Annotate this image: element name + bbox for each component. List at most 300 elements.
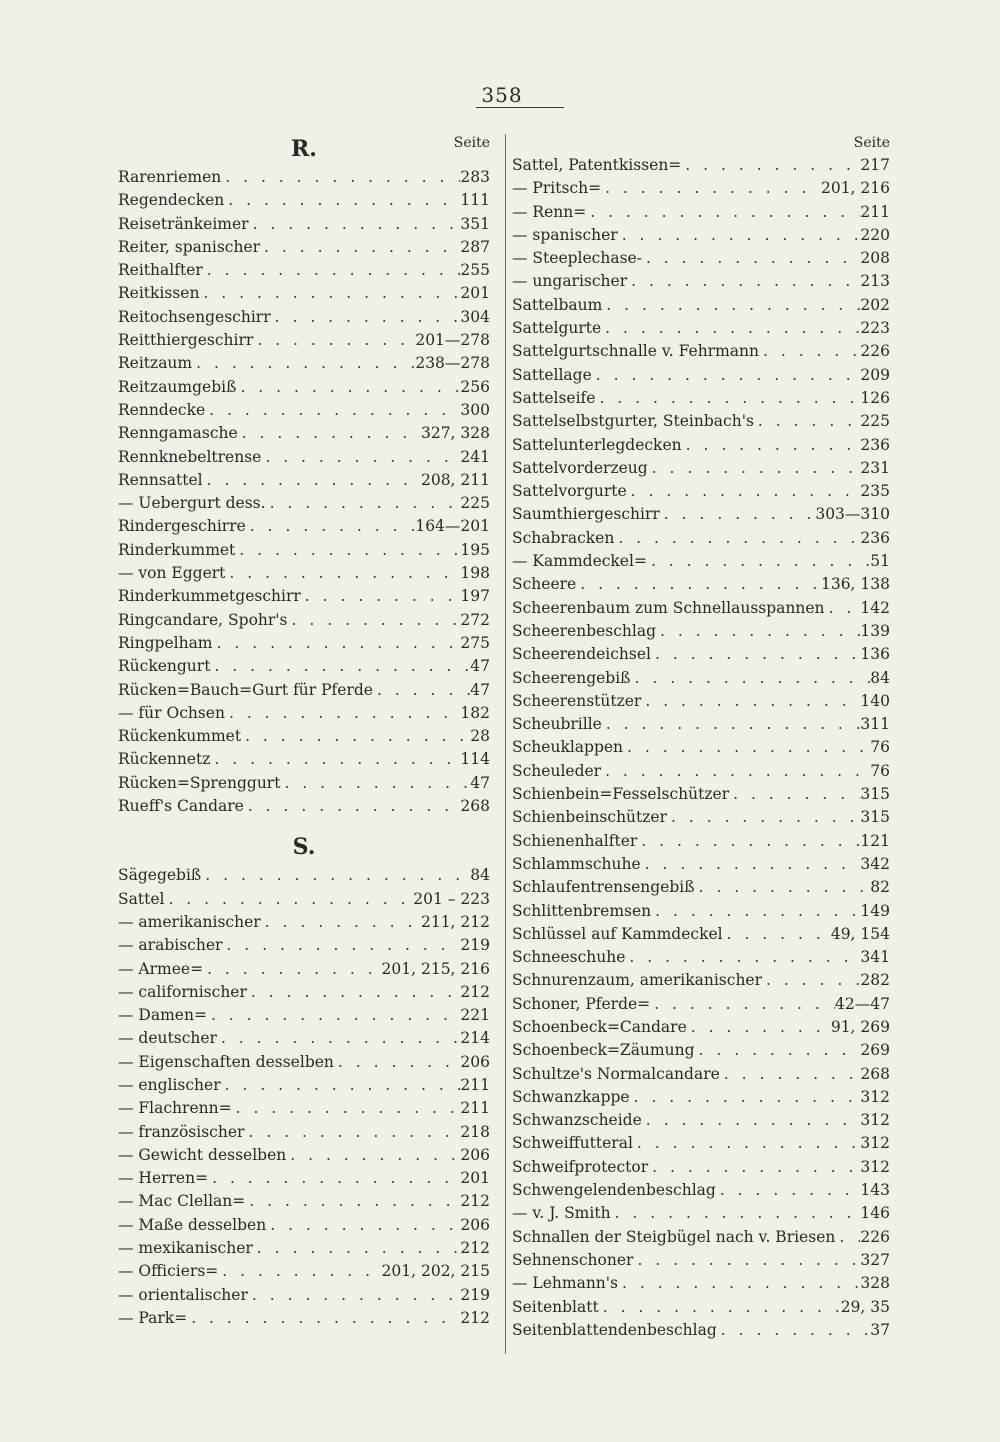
entry-term: — Maße desselben — [118, 1215, 267, 1234]
index-entry — [512, 1226, 890, 1249]
entry-term: Ringcandare, Spohr's — [118, 610, 288, 629]
entry-pages: 214 — [460, 1029, 490, 1048]
entry-term: Rennknebeltrense — [118, 447, 262, 466]
index-entry — [118, 1144, 490, 1167]
seite-label-right: Seite — [853, 135, 890, 151]
entry-pages: 300 — [460, 400, 490, 419]
index-entry — [512, 224, 890, 247]
entry-pages: 226 — [860, 1227, 890, 1246]
dot-leader — [205, 399, 460, 422]
index-entry — [118, 399, 490, 422]
entry-term: Sattelunterlegdecken — [512, 435, 682, 454]
dot-leader — [201, 864, 470, 887]
entry-pages: 139 — [860, 621, 890, 640]
index-entry — [512, 573, 890, 596]
index-entry — [512, 503, 890, 526]
dot-leader — [164, 888, 413, 911]
index-entry — [512, 317, 890, 340]
entry-pages: 211 — [460, 1075, 490, 1094]
index-entry — [118, 585, 490, 608]
entry-pages: 241 — [460, 447, 490, 466]
dot-leader — [660, 503, 816, 526]
dot-leader — [642, 247, 860, 270]
index-entry — [512, 597, 890, 620]
page-number: 358 — [481, 83, 523, 107]
entry-term: Rückenkummet — [118, 727, 242, 746]
entry-pages: 328 — [860, 1274, 890, 1293]
section-heading-r: R. — [291, 136, 317, 162]
dot-leader — [210, 655, 470, 678]
entry-term: Sattel — [118, 889, 165, 908]
entry-term: — Armee= — [118, 959, 204, 978]
dot-leader — [245, 1190, 460, 1213]
dot-leader — [611, 1202, 861, 1225]
entry-pages: 231 — [860, 458, 890, 477]
dot-leader — [716, 1179, 861, 1202]
dot-leader — [247, 981, 461, 1004]
index-entry — [512, 1202, 890, 1225]
dot-leader — [641, 853, 861, 876]
entry-term: Rueff's Candare — [118, 797, 244, 816]
index-entry — [512, 1063, 890, 1086]
dot-leader — [221, 166, 460, 189]
entry-pages: 220 — [860, 225, 890, 244]
index-entry — [512, 667, 890, 690]
entry-term: Rücken=Sprenggurt — [118, 773, 281, 792]
entry-term: Sattelgurte — [512, 319, 602, 338]
dot-leader — [261, 446, 460, 469]
entry-pages: 219 — [460, 1285, 490, 1304]
entry-term: Rückennetz — [118, 750, 211, 769]
dot-leader — [695, 1039, 861, 1062]
entry-term: Saumthiergeschirr — [512, 505, 660, 524]
entry-term: Reitzaumgebiß — [118, 377, 237, 396]
dot-leader — [723, 923, 831, 946]
left-column — [118, 132, 490, 1330]
entry-term: — deutscher — [118, 1029, 217, 1048]
dot-leader — [602, 713, 861, 736]
dot-leader — [271, 306, 461, 329]
index-entry — [512, 1179, 890, 1202]
dot-leader — [222, 934, 460, 957]
entry-pages: 29, 35 — [840, 1297, 890, 1316]
index-entry — [512, 527, 890, 550]
dot-leader — [266, 492, 461, 515]
dot-leader — [207, 1004, 460, 1027]
entry-pages: 126 — [860, 388, 890, 407]
entry-pages: 315 — [860, 785, 890, 804]
entry-pages: 212 — [460, 1308, 490, 1327]
index-entry — [118, 422, 490, 445]
index-entry — [118, 1307, 490, 1330]
dot-leader — [203, 958, 381, 981]
index-entry — [118, 166, 490, 189]
entry-pages: 111 — [460, 191, 490, 210]
index-entry — [512, 900, 890, 923]
entry-term: Schlüssel auf Kammdeckel — [512, 924, 723, 943]
entry-pages: 82 — [870, 878, 890, 897]
entry-term: — Pritsch= — [512, 179, 602, 198]
index-entry — [512, 247, 890, 270]
section-spacer — [118, 818, 490, 830]
dot-leader — [631, 667, 871, 690]
seite-label-left: Seite — [453, 135, 490, 151]
index-entry — [512, 1319, 890, 1342]
entry-term: Scheere — [512, 575, 577, 594]
index-entry — [512, 1156, 890, 1179]
dot-leader — [244, 1121, 460, 1144]
entry-pages: 218 — [460, 1122, 490, 1141]
entry-pages: 311 — [860, 715, 890, 734]
index-entry — [118, 748, 490, 771]
entry-pages: 327 — [860, 1250, 890, 1269]
entry-term: — Park= — [118, 1308, 188, 1327]
index-entry — [118, 632, 490, 655]
dot-leader — [253, 1237, 461, 1260]
dot-leader — [642, 1109, 861, 1132]
entry-term: Sattellage — [512, 365, 592, 384]
entry-pages: 201, 216 — [820, 179, 890, 198]
index-entry — [118, 1121, 490, 1144]
entry-term: Schienenhalfter — [512, 831, 638, 850]
index-entry — [512, 270, 890, 293]
entry-term: Sattelvorgurte — [512, 482, 627, 501]
dot-leader — [835, 1226, 860, 1249]
entry-term: Schweifprotector — [512, 1157, 649, 1176]
entry-term: — spanischer — [512, 225, 618, 244]
entry-term: Renndecke — [118, 400, 206, 419]
index-entry — [512, 154, 890, 177]
entry-term: — von Eggert — [118, 564, 226, 583]
dot-leader — [729, 783, 860, 806]
entry-term: Reitochsengeschirr — [118, 307, 271, 326]
entry-term: — orientalischer — [118, 1285, 248, 1304]
dot-leader — [236, 376, 460, 399]
entry-pages: 212 — [460, 982, 490, 1001]
dot-leader — [825, 597, 861, 620]
index-list-s — [118, 864, 490, 1330]
index-entry — [512, 1249, 890, 1272]
entry-term: Schwanzscheide — [512, 1111, 642, 1130]
dot-leader — [225, 562, 460, 585]
section-heading-s: S. — [292, 834, 316, 861]
index-entry — [512, 364, 890, 387]
entry-term: Schabracken — [512, 528, 615, 547]
index-entry — [118, 1074, 490, 1097]
index-entry — [118, 888, 490, 911]
dot-leader — [187, 1307, 460, 1330]
entry-term: Schlammschuhe — [512, 854, 641, 873]
entry-pages: 206 — [460, 1215, 490, 1234]
entry-term: Sattelbaum — [512, 295, 603, 314]
entry-pages: 146 — [860, 1204, 890, 1223]
entry-pages: 202 — [860, 295, 890, 314]
dot-leader — [261, 911, 421, 934]
dot-leader — [614, 527, 860, 550]
dot-leader — [599, 1296, 841, 1319]
entry-pages: 197 — [460, 587, 490, 606]
dot-leader — [286, 1144, 460, 1167]
entry-term: Reisetränkeimer — [118, 214, 249, 233]
dot-leader — [203, 469, 421, 492]
index-entry — [512, 760, 890, 783]
entry-pages: 238—278 — [415, 354, 490, 373]
dot-leader — [651, 643, 860, 666]
index-entry — [512, 713, 890, 736]
entry-term: Schweiffutteral — [512, 1134, 633, 1153]
entry-pages: 76 — [870, 761, 890, 780]
index-list-right — [512, 154, 890, 1342]
dot-leader — [602, 294, 860, 317]
dot-leader — [627, 480, 861, 503]
entry-pages: 212 — [460, 1192, 490, 1211]
index-entry — [512, 620, 890, 643]
dot-leader — [630, 1086, 861, 1109]
index-entry — [118, 958, 490, 981]
dot-leader — [280, 772, 470, 795]
dot-leader — [288, 609, 461, 632]
dot-leader — [633, 1132, 860, 1155]
entry-term: Sehnenschoner — [512, 1250, 634, 1269]
dot-leader — [246, 515, 416, 538]
entry-pages: 84 — [870, 668, 890, 687]
index-entry — [512, 643, 890, 666]
entry-pages: 235 — [860, 482, 890, 501]
entry-pages: 219 — [460, 936, 490, 955]
entry-term: — Gewicht desselben — [118, 1145, 287, 1164]
index-entry — [118, 725, 490, 748]
index-entry — [118, 1097, 490, 1120]
index-entry — [512, 690, 890, 713]
entry-pages: 201, 215, 216 — [381, 959, 490, 978]
index-entry — [512, 1016, 890, 1039]
entry-pages: 91, 269 — [830, 1017, 890, 1036]
entry-term: Scheerendeichsel — [512, 645, 651, 664]
entry-pages: 195 — [460, 540, 490, 559]
dot-leader — [601, 317, 860, 340]
entry-pages: 211 — [460, 1099, 490, 1118]
dot-leader — [667, 806, 860, 829]
entry-pages: 47 — [470, 773, 490, 792]
dot-leader — [586, 201, 860, 224]
entry-term: Schneeschuhe — [512, 948, 626, 967]
entry-pages: 28 — [470, 727, 490, 746]
index-entry — [118, 679, 490, 702]
dot-leader — [208, 1167, 460, 1190]
dot-leader — [373, 679, 470, 702]
index-entry — [512, 340, 890, 363]
index-entry — [118, 562, 490, 585]
entry-pages: 304 — [460, 307, 490, 326]
index-entry — [118, 469, 490, 492]
entry-pages: 114 — [460, 750, 490, 769]
entry-term: Schlittenbremsen — [512, 901, 652, 920]
index-entry — [118, 911, 490, 934]
entry-term: — ungarischer — [512, 272, 628, 291]
entry-term: Schienbeinschützer — [512, 808, 668, 827]
index-entry — [118, 1260, 490, 1283]
entry-pages: 315 — [860, 808, 890, 827]
index-entry — [118, 213, 490, 236]
dot-leader — [648, 1156, 860, 1179]
entry-term: — Eigenschaften desselben — [118, 1052, 334, 1071]
index-entry — [512, 434, 890, 457]
entry-term: — französischer — [118, 1122, 245, 1141]
index-entry — [118, 352, 490, 375]
entry-pages: 201 — [460, 284, 490, 303]
index-entry — [118, 772, 490, 795]
entry-pages: 201 — [460, 1169, 490, 1188]
entry-pages: 47 — [470, 680, 490, 699]
entry-pages: 341 — [860, 948, 890, 967]
index-entry — [512, 457, 890, 480]
entry-pages: 136, 138 — [820, 575, 890, 594]
entry-term: — Kammdeckel= — [512, 552, 647, 571]
dot-leader — [248, 1284, 461, 1307]
entry-pages: 201—278 — [415, 331, 490, 350]
entry-term: — Herren= — [118, 1169, 209, 1188]
index-entry — [118, 1027, 490, 1050]
entry-term: Regendecken — [118, 191, 225, 210]
entry-pages: 225 — [860, 412, 890, 431]
dot-leader — [266, 1214, 460, 1237]
entry-term: — Steeplechase- — [512, 249, 642, 268]
dot-leader — [601, 760, 870, 783]
index-entry — [512, 294, 890, 317]
index-entry — [512, 946, 890, 969]
dot-leader — [641, 690, 860, 713]
index-entry — [512, 480, 890, 503]
entry-pages: 223 — [860, 319, 890, 338]
dot-leader — [687, 1016, 831, 1039]
entry-pages: 226 — [860, 342, 890, 361]
entry-pages: 211 — [860, 202, 890, 221]
dot-leader — [623, 736, 870, 759]
entry-term: Schlaufentrensengebiß — [512, 878, 695, 897]
index-entry — [512, 830, 890, 853]
index-entry — [512, 876, 890, 899]
index-entry — [118, 655, 490, 678]
index-list-r — [118, 166, 490, 818]
entry-term: Rückengurt — [118, 657, 211, 676]
entry-term: — Uebergurt dess. — [118, 494, 266, 513]
index-entry — [512, 853, 890, 876]
dot-leader — [210, 748, 460, 771]
index-entry — [118, 306, 490, 329]
index-entry — [118, 282, 490, 305]
index-entry — [118, 259, 490, 282]
entry-pages: 272 — [460, 610, 490, 629]
entry-pages: 312 — [860, 1111, 890, 1130]
dot-leader — [232, 1097, 461, 1120]
entry-pages: 221 — [460, 1006, 490, 1025]
dot-leader — [618, 1272, 860, 1295]
entry-pages: 212 — [460, 1239, 490, 1258]
index-entry — [118, 1167, 490, 1190]
entry-term: Schnurenzaum, amerikanischer — [512, 971, 763, 990]
entry-pages: 182 — [460, 703, 490, 722]
index-entry — [512, 1132, 890, 1155]
entry-term: Sägegebiß — [118, 866, 202, 885]
entry-term: Ringpelham — [118, 633, 213, 652]
entry-pages: 283 — [460, 168, 490, 186]
dot-leader — [762, 969, 860, 992]
dot-leader — [595, 387, 860, 410]
entry-pages: 42—47 — [835, 994, 890, 1013]
entry-pages: 209 — [860, 365, 890, 384]
entry-pages: 201 – 223 — [413, 889, 490, 908]
entry-term: Reitkissen — [118, 284, 200, 303]
entry-pages: 121 — [860, 831, 890, 850]
entry-pages: 287 — [460, 237, 490, 256]
entry-term: — für Ochsen — [118, 703, 225, 722]
entry-pages: 342 — [860, 854, 890, 873]
entry-term: Rücken=Bauch=Gurt für Pferde — [118, 680, 373, 699]
dot-leader — [717, 1319, 870, 1342]
header-rule — [476, 107, 564, 108]
dot-leader — [647, 550, 870, 573]
entry-pages: 208 — [860, 249, 890, 268]
dot-leader — [627, 270, 860, 293]
entry-pages: 351 — [460, 214, 490, 233]
index-entry — [118, 189, 490, 212]
dot-leader — [650, 993, 835, 1016]
dot-leader — [682, 434, 861, 457]
dot-leader — [601, 177, 821, 200]
dot-leader — [221, 1074, 461, 1097]
entry-term: Rindergeschirre — [118, 517, 246, 536]
entry-pages: 236 — [860, 435, 890, 454]
entry-term: Reithalfter — [118, 261, 203, 280]
entry-pages: 37 — [870, 1320, 890, 1339]
index-entry — [118, 1004, 490, 1027]
entry-pages: 256 — [460, 377, 490, 396]
entry-term: Scheuleder — [512, 761, 602, 780]
index-entry — [512, 201, 890, 224]
entry-term: — mexikanischer — [118, 1239, 253, 1258]
dot-leader — [618, 224, 861, 247]
entry-term: — v. J. Smith — [512, 1204, 611, 1223]
entry-term: Seitenblatt — [512, 1297, 599, 1316]
entry-pages: 225 — [460, 494, 490, 513]
index-entry — [512, 410, 890, 433]
index-entry — [118, 1237, 490, 1260]
entry-term: Sattelseife — [512, 388, 596, 407]
entry-term: Schoenbeck=Zäumung — [512, 1041, 695, 1060]
dot-leader — [253, 329, 415, 352]
entry-pages: 217 — [860, 156, 890, 174]
entry-term: Scheuklappen — [512, 738, 624, 757]
index-entry — [118, 609, 490, 632]
entry-term: Schoner, Pferde= — [512, 994, 651, 1013]
entry-term: Sattel, Patentkissen= — [512, 156, 682, 174]
index-entry — [512, 1272, 890, 1295]
index-entry — [118, 539, 490, 562]
index-entry — [512, 550, 890, 573]
dot-leader — [218, 1260, 381, 1283]
index-entry — [512, 1039, 890, 1062]
entry-term: Rennsattel — [118, 470, 203, 489]
dot-leader — [637, 830, 860, 853]
entry-pages: 268 — [460, 797, 490, 816]
entry-term: Scheerenbaum zum Schnellausspannen — [512, 598, 825, 617]
entry-term: Reitthiergeschirr — [118, 331, 254, 350]
index-entry — [512, 1086, 890, 1109]
column-divider — [505, 134, 506, 1354]
index-entry — [118, 1051, 490, 1074]
entry-pages: 327, 328 — [420, 424, 490, 443]
entry-term: Schwengelendenbeschlag — [512, 1181, 716, 1200]
